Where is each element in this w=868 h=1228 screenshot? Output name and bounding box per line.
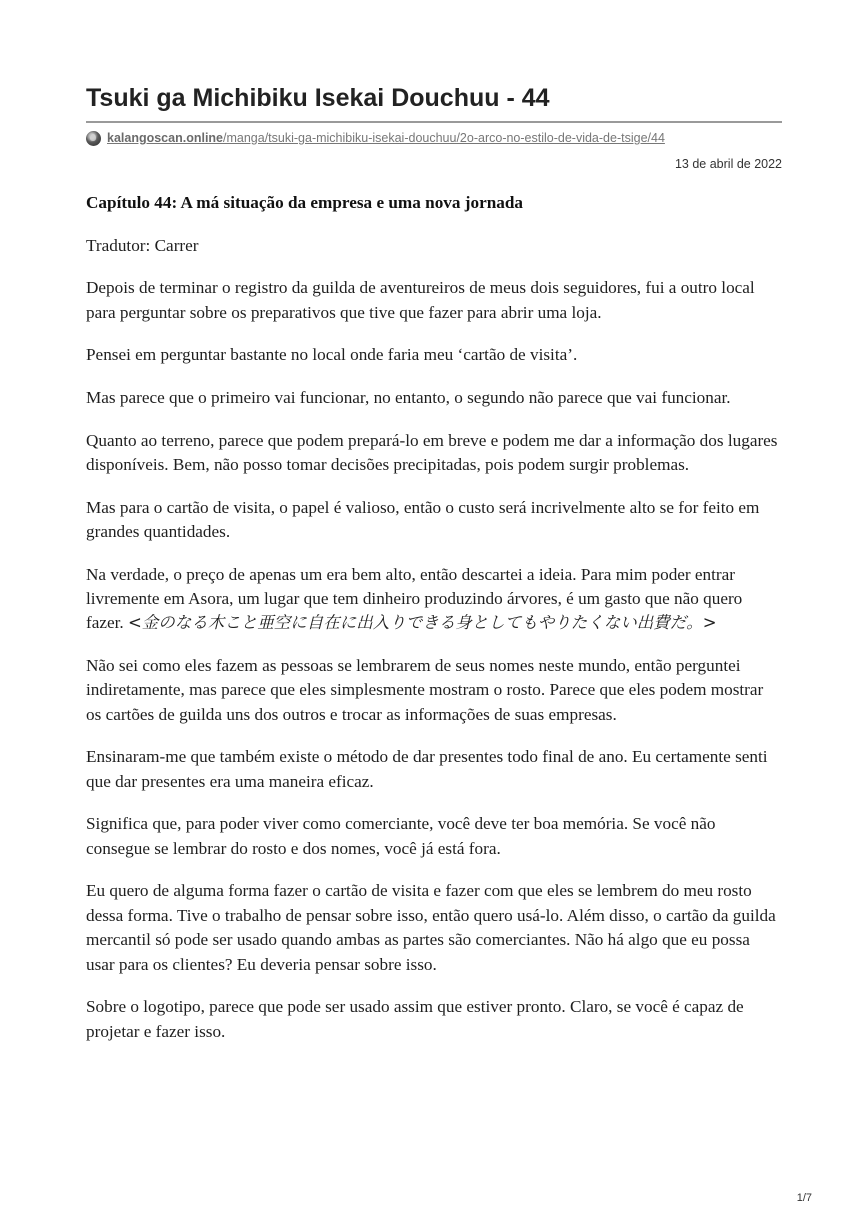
source-url [86,129,665,147]
paragraph-2: Pensei em perguntar bastante no local onde faria meu ‘cartão de visita’. [86,345,578,365]
paragraph-4: Quanto ao terreno, parece que podem prepará-lo em breve e podem me dar a informação dos lugares disponíveis. Bem, não posso tomar decisões precipitadas, pois podem surgir problemas. [86,430,778,474]
kalango-avatar-icon [86,131,101,146]
article-body [86,190,782,1062]
source-path: /manga/tsuki-ga-michibiku-isekai-douchuu/2o-arco-no-estilo-de-vida-de-tsige/44 [223,131,665,145]
source-link[interactable] [107,131,665,145]
paragraph-11: Sobre o logotipo, parece que pode ser usado assim que estiver pronto. Claro, se você é capaz de projetar e fazer isso. [86,997,744,1041]
paragraph-3: Mas parece que o primeiro vai funcionar, no entanto, o segundo não parece que vai funcionar. [86,388,731,407]
page-title: Tsuki ga Michibiku Isekai Douchuu - 44 [86,84,550,112]
paragraph-1: Depois de terminar o registro da guilda de aventureiros de meus dois seguidores, fui a outro local para perguntar sobre os preparativos que tive que fazer para abrir uma loja. [86,278,755,322]
paragraph-6-text: Na verdade, o preço de apenas um era bem alto, então descartei a ideia. Para mim poder entrar livremente em Asora, um lugar que tem dinheiro produzindo árvores, é um gasto que não quero fazer. [86,564,743,633]
translator-credit: Tradutor: Carrer [86,236,199,255]
paragraph-8: Ensinaram-me que também existe o método de dar presentes todo final de ano. Eu certamente senti que dar presentes era uma maneira eficaz. [86,747,768,791]
title-divider [86,121,782,123]
publish-date: 13 de abril de 2022 [674,157,782,171]
chapter-heading: Capítulo 44: A má situação da empresa e uma nova jornada [86,193,524,212]
japanese-original-text: <金のなる木こと亜空に自在に出入りできる身としてもやりたくない出費だ。> [127,613,717,633]
paragraph-10: Eu quero de alguma forma fazer o cartão de visita e fazer com que eles se lembrem do meu rosto dessa forma. Tive o trabalho de pensar sobre isso, então quero usá-lo. Além disso, o cartão da guilda mercantil só pode ser usado quando ambas as partes são comerciantes. Não há algo que eu possa usar para os clientes? Eu deveria pensar sobre isso. [86,881,776,974]
source-domain: kalangoscan.online [107,131,224,145]
paragraph-6 [86,563,782,636]
paragraph-7: Não sei como eles fazem as pessoas se lembrarem de seus nomes neste mundo, então perguntei indiretamente, mas parece que eles simplesmente mostram o rosto. Parece que eles podem mostrar os cartões de guilda uns dos outros e trocar as informações de suas empresas. [86,656,764,724]
paragraph-5: Mas para o cartão de visita, o papel é valioso, então o custo será incrivelmente alto se for feito em grandes quantidades. [86,497,760,541]
paragraph-9: Significa que, para poder viver como comerciante, você deve ter boa memória. Se você não consegue se lembrar do rosto e dos nomes, você já está fora. [86,814,716,858]
page-number: 1/7 [796,1192,812,1204]
